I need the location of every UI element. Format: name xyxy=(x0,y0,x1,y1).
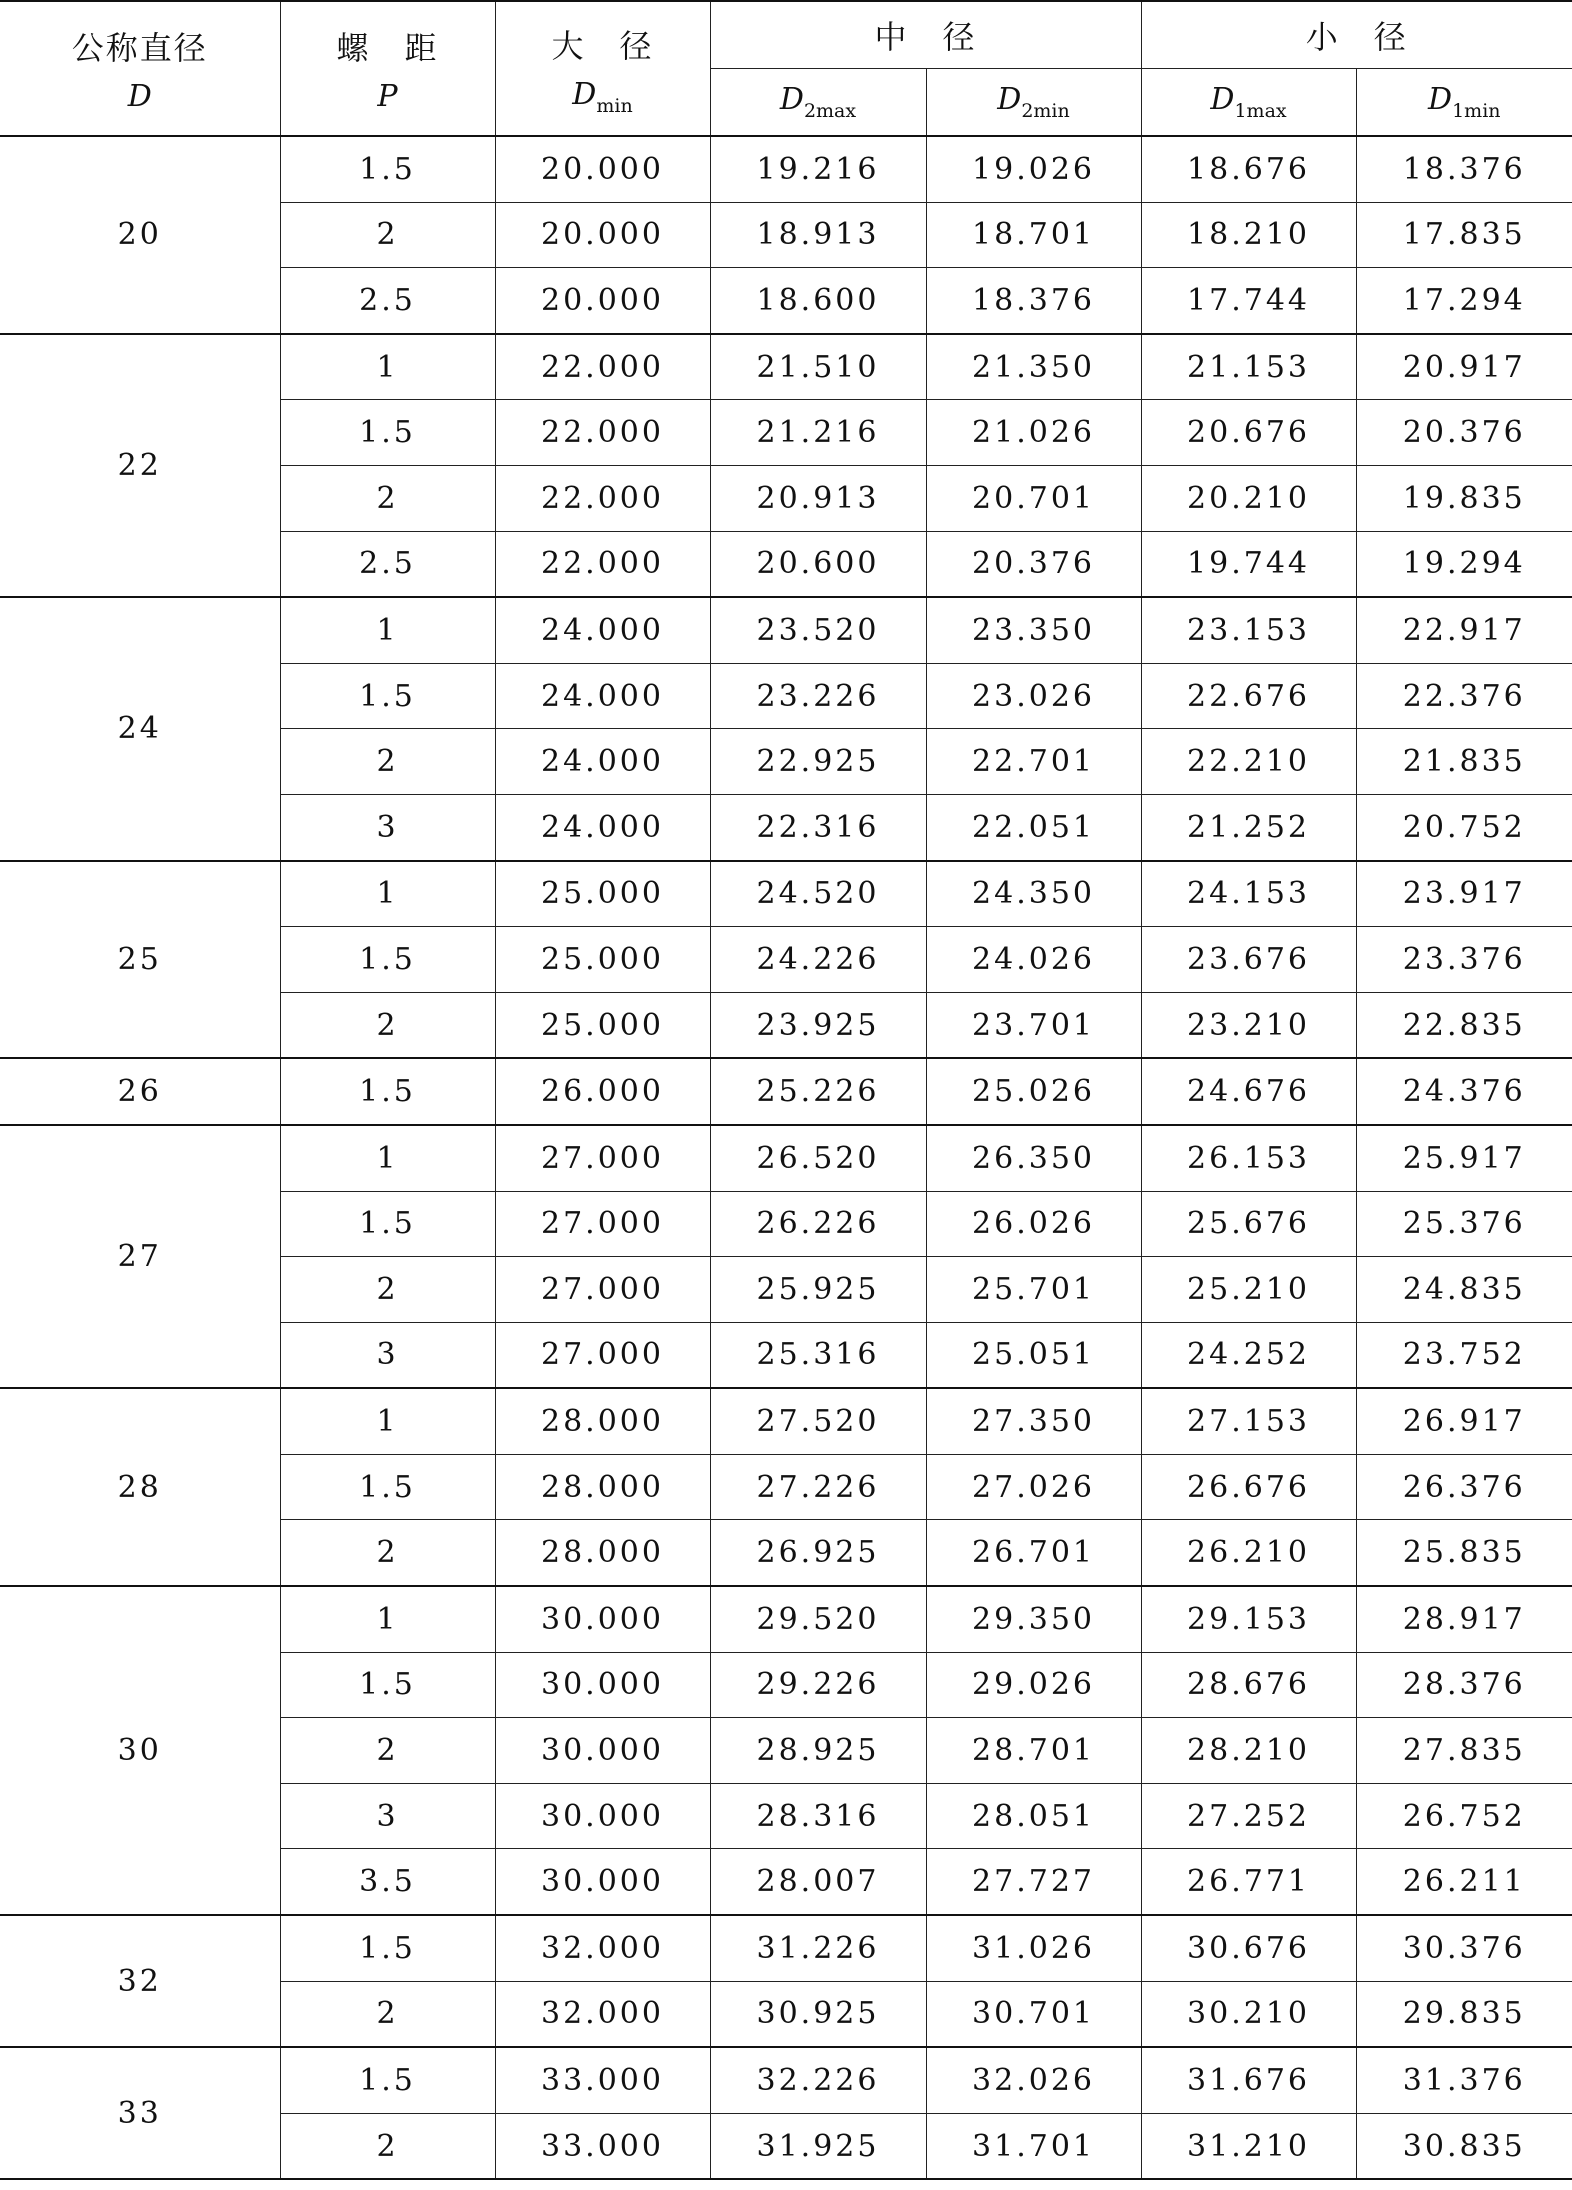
d1max-cell: 21.153 xyxy=(1141,334,1356,400)
major-min-cell: 24.000 xyxy=(495,729,710,795)
table-row xyxy=(0,1125,1572,1191)
d1max-cell: 20.676 xyxy=(1141,400,1356,466)
d1max-cell: 24.676 xyxy=(1141,1058,1356,1125)
table-row xyxy=(0,597,1572,663)
d1min-cell: 23.752 xyxy=(1356,1322,1572,1388)
d2min-cell: 31.026 xyxy=(926,1915,1141,1981)
d2max-cell: 32.226 xyxy=(710,2047,926,2113)
major-min-cell: 32.000 xyxy=(495,1915,710,1981)
pitch-cell: 1.5 xyxy=(280,1652,495,1718)
d1min-cell: 26.752 xyxy=(1356,1783,1572,1849)
major-min-cell: 20.000 xyxy=(495,268,710,334)
d2min-cell: 26.026 xyxy=(926,1191,1141,1257)
table-row xyxy=(0,861,1572,927)
d1min-cell: 22.917 xyxy=(1356,597,1572,663)
d1min-cell: 23.917 xyxy=(1356,861,1572,927)
d1max-cell: 19.744 xyxy=(1141,531,1356,597)
pitch-cell: 2 xyxy=(280,1520,495,1586)
table-row xyxy=(0,334,1572,400)
d2min-cell: 23.701 xyxy=(926,992,1141,1058)
d1max-cell: 22.676 xyxy=(1141,663,1356,729)
nominal-diameter-cell: 26 xyxy=(0,1058,280,1125)
major-min-cell: 20.000 xyxy=(495,136,710,202)
major-min-cell: 27.000 xyxy=(495,1257,710,1323)
d1max-cell: 28.676 xyxy=(1141,1652,1356,1718)
pitch-cell: 1.5 xyxy=(280,1454,495,1520)
pitch-cell: 3 xyxy=(280,1322,495,1388)
d2max-cell: 18.600 xyxy=(710,268,926,334)
d2min-cell: 30.701 xyxy=(926,1981,1141,2047)
pitch-cell: 1.5 xyxy=(280,1191,495,1257)
d1min-cell: 30.376 xyxy=(1356,1915,1572,1981)
table-row xyxy=(0,1915,1572,1981)
pitch-cell: 2 xyxy=(280,465,495,531)
major-min-cell: 28.000 xyxy=(495,1388,710,1454)
d1min-cell: 22.835 xyxy=(1356,992,1572,1058)
pitch-cell: 1.5 xyxy=(280,400,495,466)
major-min-cell: 28.000 xyxy=(495,1454,710,1520)
header-nominal-diameter xyxy=(0,1,280,136)
d2max-cell: 28.007 xyxy=(710,1849,926,1915)
d2max-cell: 18.913 xyxy=(710,202,926,268)
d2min-cell: 18.376 xyxy=(926,268,1141,334)
major-min-cell: 25.000 xyxy=(495,861,710,927)
d1max-cell: 25.210 xyxy=(1141,1257,1356,1323)
header-pitch-symbol: P xyxy=(377,79,398,114)
d2max-cell: 28.316 xyxy=(710,1783,926,1849)
d2min-cell: 18.701 xyxy=(926,202,1141,268)
d2max-cell: 23.226 xyxy=(710,663,926,729)
major-min-cell: 22.000 xyxy=(495,334,710,400)
d2min-cell: 27.727 xyxy=(926,1849,1141,1915)
major-min-cell: 30.000 xyxy=(495,1849,710,1915)
d1max-cell: 23.210 xyxy=(1141,992,1356,1058)
d2max-cell: 24.520 xyxy=(710,861,926,927)
nominal-diameter-cell: 30 xyxy=(0,1586,280,1915)
major-min-cell: 30.000 xyxy=(495,1718,710,1784)
d2min-cell: 28.701 xyxy=(926,1718,1141,1784)
d1min-cell: 20.376 xyxy=(1356,400,1572,466)
nominal-diameter-cell: 22 xyxy=(0,334,280,597)
d1min-cell: 26.376 xyxy=(1356,1454,1572,1520)
d2max-cell: 27.520 xyxy=(710,1388,926,1454)
pitch-cell: 1.5 xyxy=(280,1915,495,1981)
pitch-cell: 2.5 xyxy=(280,531,495,597)
d1max-cell: 29.153 xyxy=(1141,1586,1356,1652)
d2min-cell: 20.701 xyxy=(926,465,1141,531)
d1min-cell: 31.376 xyxy=(1356,2047,1572,2113)
major-min-cell: 24.000 xyxy=(495,663,710,729)
major-min-cell: 30.000 xyxy=(495,1783,710,1849)
d2max-cell: 24.226 xyxy=(710,927,926,993)
d1min-cell: 24.376 xyxy=(1356,1058,1572,1125)
header-minor-diameter-label: 小 径 xyxy=(1305,18,1408,56)
pitch-cell: 2 xyxy=(280,992,495,1058)
table-body xyxy=(0,136,1572,2179)
d1min-cell: 20.917 xyxy=(1356,334,1572,400)
pitch-cell: 1 xyxy=(280,1388,495,1454)
header-nominal-label: 公称直径 xyxy=(71,29,208,67)
d1max-cell: 26.153 xyxy=(1141,1125,1356,1191)
d1max-cell: 24.153 xyxy=(1141,861,1356,927)
d1max-cell: 24.252 xyxy=(1141,1322,1356,1388)
pitch-cell: 2 xyxy=(280,1718,495,1784)
major-min-cell: 27.000 xyxy=(495,1322,710,1388)
d1max-cell: 27.153 xyxy=(1141,1388,1356,1454)
header-minor-diameter xyxy=(1141,1,1572,69)
pitch-cell: 1.5 xyxy=(280,1058,495,1125)
d2min-cell: 21.026 xyxy=(926,400,1141,466)
pitch-cell: 2 xyxy=(280,1257,495,1323)
header-pitch-diameter-label: 中 径 xyxy=(874,18,977,56)
major-min-cell: 33.000 xyxy=(495,2047,710,2113)
d1min-cell: 28.376 xyxy=(1356,1652,1572,1718)
d1min-cell: 22.376 xyxy=(1356,663,1572,729)
major-min-cell: 22.000 xyxy=(495,531,710,597)
d2max-cell: 25.226 xyxy=(710,1058,926,1125)
d1min-cell: 19.294 xyxy=(1356,531,1572,597)
major-min-cell: 25.000 xyxy=(495,992,710,1058)
pitch-cell: 2 xyxy=(280,2113,495,2179)
d2max-cell: 28.925 xyxy=(710,1718,926,1784)
d1min-cell: 19.835 xyxy=(1356,465,1572,531)
nominal-diameter-cell: 32 xyxy=(0,1915,280,2047)
nominal-diameter-cell: 28 xyxy=(0,1388,280,1586)
header-major-diameter xyxy=(495,1,710,136)
header-major-symbol: $D_{min}$ xyxy=(572,76,633,117)
d1min-cell: 25.917 xyxy=(1356,1125,1572,1191)
d1max-cell: 23.676 xyxy=(1141,927,1356,993)
d1max-cell: 30.210 xyxy=(1141,1981,1356,2047)
header-d1min: $D_{1min}$ xyxy=(1356,69,1572,137)
pitch-cell: 3.5 xyxy=(280,1849,495,1915)
major-min-cell: 20.000 xyxy=(495,202,710,268)
d2max-cell: 22.316 xyxy=(710,794,926,860)
d2max-cell: 25.316 xyxy=(710,1322,926,1388)
d2max-cell: 20.913 xyxy=(710,465,926,531)
d2max-cell: 27.226 xyxy=(710,1454,926,1520)
d1min-cell: 26.211 xyxy=(1356,1849,1572,1915)
d1min-cell: 28.917 xyxy=(1356,1586,1572,1652)
header-pitch-label: 螺 距 xyxy=(336,29,439,67)
d1max-cell: 28.210 xyxy=(1141,1718,1356,1784)
pitch-cell: 1 xyxy=(280,334,495,400)
header-major-label: 大 径 xyxy=(551,26,654,65)
d1min-cell: 26.917 xyxy=(1356,1388,1572,1454)
d1min-cell: 24.835 xyxy=(1356,1257,1572,1323)
d1min-cell: 25.835 xyxy=(1356,1520,1572,1586)
table-row xyxy=(0,1586,1572,1652)
d1max-cell: 23.153 xyxy=(1141,597,1356,663)
header-d1max: $D_{1max}$ xyxy=(1141,69,1356,137)
d2min-cell: 22.701 xyxy=(926,729,1141,795)
d2max-cell: 29.226 xyxy=(710,1652,926,1718)
d2min-cell: 25.051 xyxy=(926,1322,1141,1388)
major-min-cell: 24.000 xyxy=(495,794,710,860)
d1max-cell: 31.210 xyxy=(1141,2113,1356,2179)
major-min-cell: 32.000 xyxy=(495,1981,710,2047)
major-min-cell: 30.000 xyxy=(495,1652,710,1718)
d2max-cell: 23.925 xyxy=(710,992,926,1058)
d1min-cell: 25.376 xyxy=(1356,1191,1572,1257)
d1max-cell: 20.210 xyxy=(1141,465,1356,531)
d2max-cell: 31.925 xyxy=(710,2113,926,2179)
header-d2max: $D_{2max}$ xyxy=(710,69,926,137)
major-min-cell: 25.000 xyxy=(495,927,710,993)
nominal-diameter-cell: 24 xyxy=(0,597,280,860)
d1max-cell: 21.252 xyxy=(1141,794,1356,860)
d2max-cell: 21.216 xyxy=(710,400,926,466)
d2min-cell: 32.026 xyxy=(926,2047,1141,2113)
d1min-cell: 20.752 xyxy=(1356,794,1572,860)
major-min-cell: 33.000 xyxy=(495,2113,710,2179)
d1max-cell: 26.771 xyxy=(1141,1849,1356,1915)
major-min-cell: 24.000 xyxy=(495,597,710,663)
d2max-cell: 22.925 xyxy=(710,729,926,795)
pitch-cell: 2 xyxy=(280,202,495,268)
d2max-cell: 29.520 xyxy=(710,1586,926,1652)
d2min-cell: 29.026 xyxy=(926,1652,1141,1718)
d2max-cell: 23.520 xyxy=(710,597,926,663)
d2max-cell: 21.510 xyxy=(710,334,926,400)
header-pitch xyxy=(280,1,495,136)
table-row xyxy=(0,2047,1572,2113)
table-header xyxy=(0,1,1572,136)
major-min-cell: 26.000 xyxy=(495,1058,710,1125)
d2min-cell: 23.026 xyxy=(926,663,1141,729)
d2max-cell: 30.925 xyxy=(710,1981,926,2047)
d1max-cell: 26.676 xyxy=(1141,1454,1356,1520)
d1max-cell: 30.676 xyxy=(1141,1915,1356,1981)
d1min-cell: 17.835 xyxy=(1356,202,1572,268)
nominal-diameter-cell: 27 xyxy=(0,1125,280,1388)
major-min-cell: 28.000 xyxy=(495,1520,710,1586)
major-min-cell: 22.000 xyxy=(495,400,710,466)
d1max-cell: 27.252 xyxy=(1141,1783,1356,1849)
d1min-cell: 17.294 xyxy=(1356,268,1572,334)
d2min-cell: 26.350 xyxy=(926,1125,1141,1191)
pitch-cell: 1.5 xyxy=(280,136,495,202)
d2min-cell: 23.350 xyxy=(926,597,1141,663)
d2min-cell: 24.026 xyxy=(926,927,1141,993)
d1max-cell: 25.676 xyxy=(1141,1191,1356,1257)
d1min-cell: 23.376 xyxy=(1356,927,1572,993)
d2max-cell: 19.216 xyxy=(710,136,926,202)
d2min-cell: 26.701 xyxy=(926,1520,1141,1586)
major-min-cell: 27.000 xyxy=(495,1125,710,1191)
d1max-cell: 18.676 xyxy=(1141,136,1356,202)
d2min-cell: 22.051 xyxy=(926,794,1141,860)
d2min-cell: 19.026 xyxy=(926,136,1141,202)
pitch-cell: 1.5 xyxy=(280,2047,495,2113)
header-pitch-diameter xyxy=(710,1,1141,69)
table-row xyxy=(0,1058,1572,1125)
d2min-cell: 25.026 xyxy=(926,1058,1141,1125)
d2min-cell: 25.701 xyxy=(926,1257,1141,1323)
d1min-cell: 27.835 xyxy=(1356,1718,1572,1784)
header-nominal-symbol: D xyxy=(127,79,152,114)
d1max-cell: 17.744 xyxy=(1141,268,1356,334)
d2min-cell: 21.350 xyxy=(926,334,1141,400)
major-min-cell: 22.000 xyxy=(495,465,710,531)
pitch-cell: 1 xyxy=(280,861,495,927)
d2min-cell: 31.701 xyxy=(926,2113,1141,2179)
major-min-cell: 30.000 xyxy=(495,1586,710,1652)
pitch-cell: 1 xyxy=(280,1586,495,1652)
pitch-cell: 1 xyxy=(280,597,495,663)
pitch-cell: 2 xyxy=(280,1981,495,2047)
pitch-cell: 1.5 xyxy=(280,663,495,729)
d2min-cell: 29.350 xyxy=(926,1586,1141,1652)
header-d2min: $D_{2min}$ xyxy=(926,69,1141,137)
d1min-cell: 18.376 xyxy=(1356,136,1572,202)
d1max-cell: 26.210 xyxy=(1141,1520,1356,1586)
nominal-diameter-cell: 20 xyxy=(0,136,280,334)
d2min-cell: 20.376 xyxy=(926,531,1141,597)
d1min-cell: 30.835 xyxy=(1356,2113,1572,2179)
pitch-cell: 1.5 xyxy=(280,927,495,993)
pitch-cell: 1 xyxy=(280,1125,495,1191)
pitch-cell: 2.5 xyxy=(280,268,495,334)
nominal-diameter-cell: 25 xyxy=(0,861,280,1059)
table-row xyxy=(0,1388,1572,1454)
d2max-cell: 26.520 xyxy=(710,1125,926,1191)
d1min-cell: 21.835 xyxy=(1356,729,1572,795)
pitch-cell: 2 xyxy=(280,729,495,795)
d2max-cell: 20.600 xyxy=(710,531,926,597)
d1max-cell: 22.210 xyxy=(1141,729,1356,795)
d2max-cell: 26.925 xyxy=(710,1520,926,1586)
pitch-cell: 3 xyxy=(280,1783,495,1849)
d2max-cell: 31.226 xyxy=(710,1915,926,1981)
major-min-cell: 27.000 xyxy=(495,1191,710,1257)
d2min-cell: 24.350 xyxy=(926,861,1141,927)
d1min-cell: 29.835 xyxy=(1356,1981,1572,2047)
d1max-cell: 31.676 xyxy=(1141,2047,1356,2113)
d2max-cell: 26.226 xyxy=(710,1191,926,1257)
nominal-diameter-cell: 33 xyxy=(0,2047,280,2179)
d2min-cell: 27.350 xyxy=(926,1388,1141,1454)
table-row xyxy=(0,136,1572,202)
d1max-cell: 18.210 xyxy=(1141,202,1356,268)
d2min-cell: 27.026 xyxy=(926,1454,1141,1520)
pitch-cell: 3 xyxy=(280,794,495,860)
d2max-cell: 25.925 xyxy=(710,1257,926,1323)
d2min-cell: 28.051 xyxy=(926,1783,1141,1849)
